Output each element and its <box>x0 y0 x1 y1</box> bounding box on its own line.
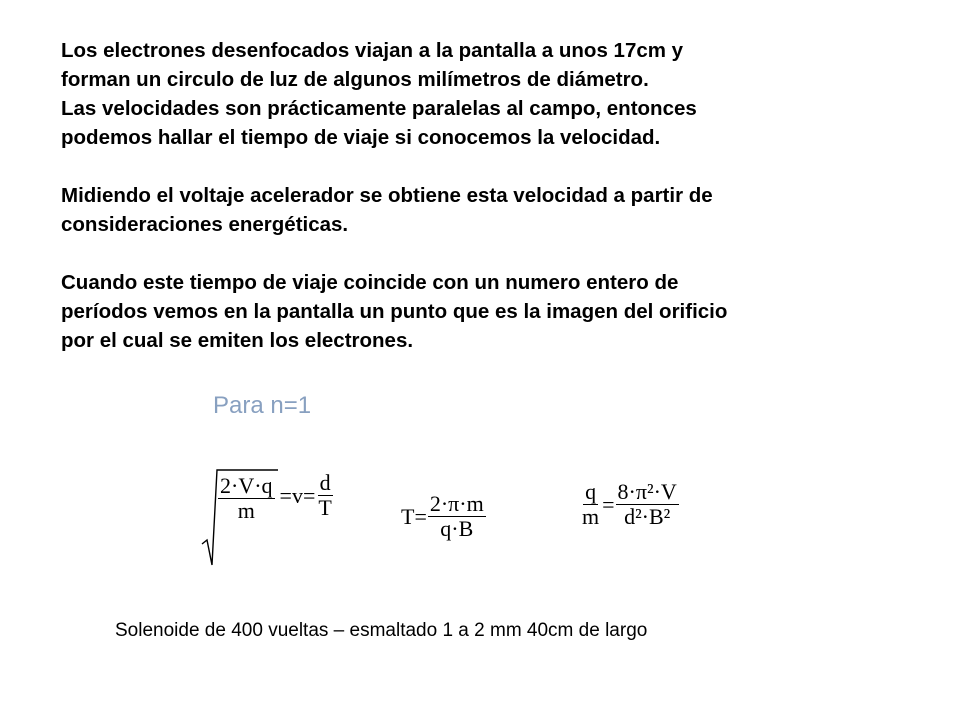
formula-heading: Para n=1 <box>213 392 312 419</box>
solenoid-caption: Solenoide de 400 vueltas – esmaltado 1 a 2 mm 40cm de largo <box>115 620 648 641</box>
formula-image <box>200 390 700 580</box>
period-formula <box>400 492 486 541</box>
denominator: m <box>582 504 600 529</box>
text-line: forman un circulo de luz de algunos milímetros de diámetro. <box>61 68 649 91</box>
paragraph-electron-travel <box>61 36 697 152</box>
fraction <box>316 471 333 520</box>
text-line: Los electrones desenfocados viajan a la pantalla a unos 17cm y <box>61 39 684 62</box>
text-line: Las velocidades son prácticamente paralelas al campo, entonces <box>61 97 697 120</box>
numerator: q <box>585 479 597 504</box>
text-line: por el cual se emiten los electrones. <box>61 329 414 352</box>
numerator: d <box>319 470 331 495</box>
equals-sign: = <box>602 491 615 517</box>
text-line: períodos vemos en la pantalla un punto que es la imagen del orificio <box>61 300 728 323</box>
numerator: 2·π·m <box>429 491 484 516</box>
fraction <box>428 492 486 541</box>
numerator: 8·π²·V <box>617 479 677 504</box>
t-equals: T= <box>401 503 427 529</box>
velocity-formula <box>200 468 334 523</box>
paragraph-periods <box>61 268 727 355</box>
paragraph-voltage <box>61 181 713 239</box>
denominator: d²·B² <box>624 504 671 529</box>
radical-sign-icon <box>200 468 278 568</box>
charge-mass-formula <box>580 480 679 529</box>
denominator: T <box>318 495 332 520</box>
numerator: 2·V·q <box>220 473 273 498</box>
text-line: consideraciones energéticas. <box>61 213 349 236</box>
text-line: Cuando este tiempo de viaje coincide con un numero entero de <box>61 271 679 294</box>
text-line: Midiendo el voltaje acelerador se obtiene esta velocidad a partir de <box>61 184 713 207</box>
denominator: m <box>237 498 255 523</box>
denominator: q·B <box>440 516 474 541</box>
fraction <box>616 480 679 529</box>
square-root <box>200 468 279 523</box>
equals-v-equals: =v= <box>279 482 316 508</box>
text-line: podemos hallar el tiempo de viaje si conocemos la velocidad. <box>61 126 661 149</box>
fraction <box>580 480 601 529</box>
